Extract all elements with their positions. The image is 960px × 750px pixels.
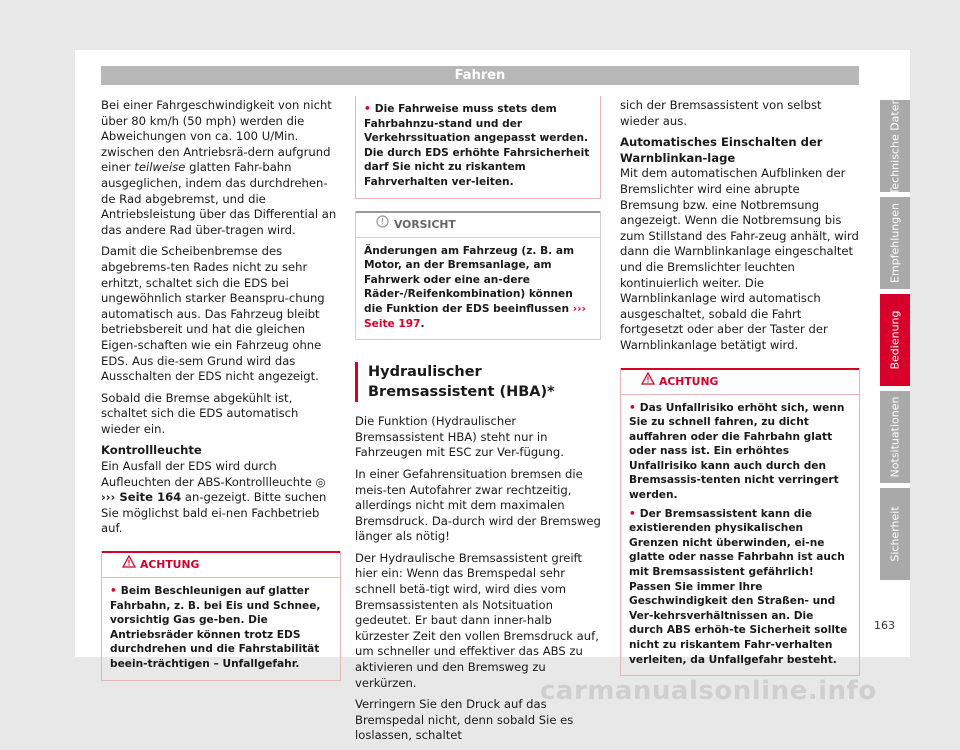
tab-notsituationen[interactable] (880, 391, 910, 483)
bullet-icon: • (364, 103, 371, 115)
paragraph: Verringern Sie den Druck auf das Bremspedal nicht, denn sobald Sie es loslassen, schaltet (355, 697, 574, 743)
paragraph: sich der Bremsassistent von selbst wieder aus. (620, 98, 822, 128)
emphasis: teilweise (134, 160, 186, 175)
warning-label: ACHTUNG (659, 374, 719, 388)
tab-label: Notsituationen (888, 396, 902, 478)
caution-text: Änderungen am Fahrzeug (z. B. am Motor, an der Bremsanlage, am Fahrwerk oder eine an-dere Räder-/Reifenkombination) können die Funktion der EDS beeinflussen (364, 244, 575, 315)
text: Bei einer Fahrgeschwindigkeit von nicht über 80 km/h (50 mph) werden die Abweichungen von ca. 100 U/Min. zwischen den Antriebsrä-dern aufgrund einer (101, 98, 332, 175)
caution-box-header (356, 211, 600, 238)
paragraph (101, 459, 341, 537)
right-column (620, 98, 860, 676)
page-reference-link[interactable]: ››› Seite 197 (364, 302, 586, 330)
tab-bedienung[interactable] (880, 294, 910, 386)
warning-box-body (102, 578, 340, 680)
page-reference-link[interactable]: ››› Seite 164 (101, 490, 182, 505)
bullet-icon: • (110, 585, 117, 598)
warning-box (101, 551, 341, 681)
warning-label: ACHTUNG (140, 558, 200, 572)
watermark: carmanualsonline.info (540, 676, 877, 706)
text: . (420, 317, 425, 330)
list-item (629, 401, 851, 503)
warning-triangle-icon (122, 555, 136, 574)
note-text: Die Fahrweise muss stets dem Fahrbahnzu-stand und der Verkehrssituation angepasst werden. Die durch EDS erhöhte Fahrsicherheit darf Sie nicht zu riskantem Fahrverhalten ver-leiten. (364, 103, 590, 188)
warning-box-header (621, 368, 859, 395)
warning-text: Der Bremsassistent kann die existierenden physikalischen Grenzen nicht überwinden, ei-ne glatte oder nasse Fahrbahn ist auch mit Bremsassistent gefährlich! Passen Sie immer Ihre Geschwindigkeit den Straßen- und Ver-kehrsverhältnissen an. Die durch ABS erhöh-te Sicherheit sollte nicht zu riskantem Fahr-verhalten verleiten, da Unfallgefahr besteht. (629, 507, 848, 666)
subheading: Automatisches Einschalten der Warnblinkan-lage (620, 135, 823, 165)
warning-text: Beim Beschleunigen auf glatter Fahrbahn, z. B. bei Eis und Schnee, vorsichtig Gas ge-ben. Die Antriebsräder können trotz EDS durchdrehen und die Fahrstabilität beein-trächtigen – Unfallgefahr. (110, 585, 321, 670)
warning-box-body (621, 395, 859, 676)
paragraph: Die Funktion (Hydraulischer Bremsassistent HBA) steht nur in Fahrzeugen mit ESC zur Ver-fügung. (355, 414, 564, 460)
text: glatten Fahr-bahn ausgeglichen, indem das durchdrehen-de Rad abgebremst, und die Antriebsleistung über das Differential an das andere Rad über-tragen wird. (101, 160, 337, 237)
tab-technische-daten[interactable] (880, 97, 910, 195)
subheading: Kontrollleuchte (101, 443, 202, 458)
warning-box (620, 368, 860, 677)
tab-label: Sicherheit (888, 506, 902, 562)
section-title: Hydraulischer Bremsassistent (HBA)* (355, 362, 601, 402)
tab-empfehlungen[interactable] (880, 197, 910, 289)
paragraph: Der Hydraulische Bremsassistent greift hier ein: Wenn das Bremspedal sehr schnell betä-tigt wird, wird dies vom Bremsassistenten als Notsituation gedeutet. Er baut dann inner-halb kürzester Zeit den vollen Bremsdruck auf, um schneller und effektiver das ABS zu aktivieren und den Bremsweg zu verkürzen. (355, 550, 599, 690)
paragraph: In einer Gefahrensituation bremsen die meis-ten Autofahrer zwar rechtzeitig, allerdings nicht mit dem maximalen Bremsdruck. Da-durch wird der Bremsweg länger als nötig! (355, 466, 601, 544)
tab-label: Bedienung (888, 310, 902, 370)
paragraph: Damit die Scheibenbremse des abgebrems-ten Rades nicht zu sehr erhitzt, schaltet sich die EDS bei ungewöhnlich starker Beanspru-chung automatisch aus. Das Fahrzeug bleibt betriebsbereit und hat die gleichen Eigen-schaften wie ein Fahrzeug ohne EDS. Aus die-sem Grund wird das Ausschalten der EDS nicht angezeigt. (101, 244, 325, 384)
warning-text: Das Unfallrisiko erhöht sich, wenn Sie zu schnell fahren, zu dicht auffahren oder die Fahrbahn glatt oder nass ist. Ein erhöhtes Unfallrisiko kann auch durch den Bremsassis-tenten nicht verringert werden. (629, 401, 845, 502)
paragraph (101, 98, 341, 238)
info-circle-icon (376, 215, 389, 234)
middle-column (355, 98, 601, 750)
paragraph: Mit dem automatischen Aufblinken der Bremslichter wird eine abrupte Bremsung bzw. eine Notbremsung angezeigt. Wenn die Notbremsung bis zum Stillstand des Fahr-zeug anhält, wird dann die Warnblinkanlage eingeschaltet und die Bremslichter leuchten kontinuierlich weiter. Die Warnblinkanlage wird automatisch ausgeschaltet, sobald die Fahrt fortgesetzt oder aber der Taster der Warnblinkanlage betätigt wird. (620, 166, 859, 352)
page-number: 163 (874, 619, 895, 632)
text: an-gezeigt. Bitte suchen Sie möglichst bald ei-nen Fachbetrieb auf. (101, 490, 327, 536)
page-header: Fahren (101, 66, 859, 85)
tab-label: Empfehlungen (888, 203, 902, 283)
bullet-icon: • (629, 507, 636, 520)
caution-box-body (356, 238, 600, 340)
caution-label: VORSICHT (394, 217, 456, 231)
tab-label: Technische Daten (888, 97, 902, 195)
caution-box (355, 211, 601, 341)
note-box (355, 96, 601, 199)
warning-box-header (102, 551, 340, 578)
warning-triangle-icon (641, 372, 655, 391)
left-column (101, 98, 341, 681)
abs-warning-icon: ◎ (315, 474, 326, 489)
tab-sicherheit[interactable] (880, 488, 910, 580)
text: Ein Ausfall der EDS wird durch Aufleuchten der ABS-Kontrollleuchte (101, 459, 316, 489)
list-item (629, 507, 851, 668)
paragraph: Sobald die Bremse abgekühlt ist, schaltet sich die EDS automatisch wieder ein. (101, 390, 299, 436)
bullet-icon: • (629, 401, 636, 414)
